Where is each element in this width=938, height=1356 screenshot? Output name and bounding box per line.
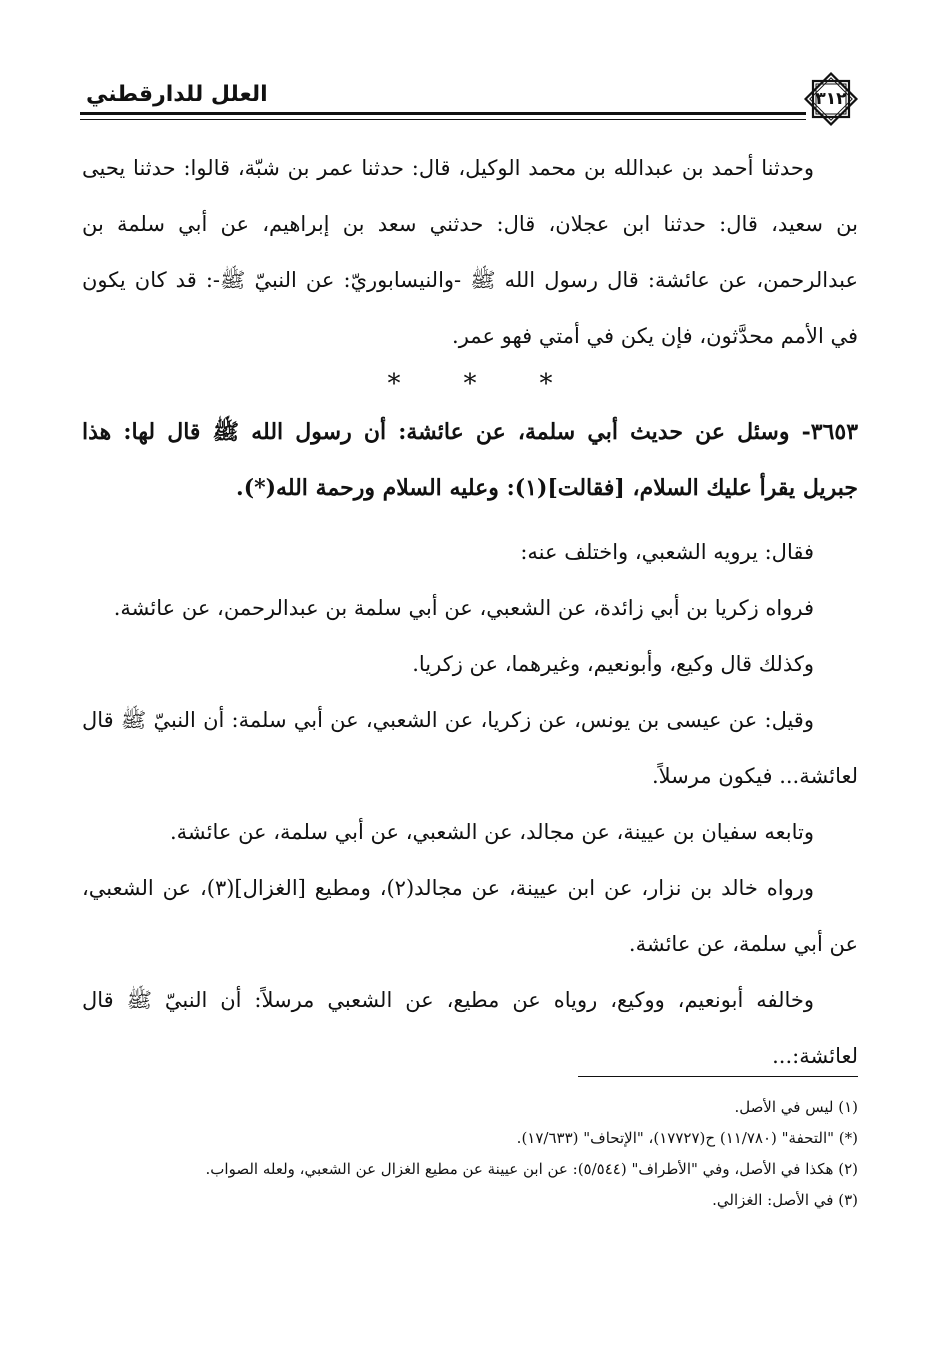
footnote-1: (١) ليس في الأصل. [734,1098,858,1116]
separator-star: * [539,369,553,399]
page-header [80,70,860,128]
paragraph-isnad-continuation: وحدثنا أحمد بن عبدالله بن محمد الوكيل، قال: حدثنا عمر بن شبّة، قالوا: حدثنا يحيى بن سعيد، قال: حدثنا ابن عجلان، قال: حدثني سعد بن إبراهيم، عن أبي سلمة بن عبدالرحمن، عن عائشة: قال رسول الله ﷺ -والنيسابوريّ: عن النبيّ ﷺ-: قد كان يكون في الأمم محدَّثون، فإن يكن في أمتي فهو عمر. [82,156,858,348]
footnote-3: (٣) في الأصل: الغزالي. [712,1191,858,1209]
section-separator [82,364,858,404]
paragraph-riwaya-6: وخالفه أبونعيم، ووكيع، روياه عن مطيع، عن الشعبي مرسلاً: أن النبيّ ﷺ قال لعائشة:... [82,988,858,1068]
book-title: العلل للدارقطني [86,82,268,107]
header-rule-thick [80,112,806,115]
paragraph-riwaya-2: وكذلك قال وكيع، وأبونعيم، وغيرهما، عن زكريا. [412,652,814,676]
page-number-badge [802,70,860,128]
header-rule-thin [80,119,806,120]
footnotes [82,1092,858,1216]
footnote-star: (*) "التحفة" (١١/٧٨٠) ح(١٧٧٢٧)، "الإتحاف" (١٧/٦٣٣). [516,1129,858,1147]
separator-star: * [387,369,401,399]
paragraph-riwaya-5: ورواه خالد بن نزار، عن ابن عيينة، عن مجالد(٢)، ومطيع [الغزال](٣)، عن الشعبي، عن أبي سلمة، عن عائشة. [82,876,858,956]
question-heading: ٣٦٥٣- وسئل عن حديث أبي سلمة، عن عائشة: أن رسول الله ﷺ قال لها: هذا جبريل يقرأ عليك السلام، [فقالت](١): وعليه السلام ورحمة الله(*). [82,419,859,501]
page-number: ٣١٢ [815,89,847,109]
footnote-divider [578,1076,858,1077]
footnote-2: (٢) هكذا في الأصل، وفي "الأطراف" (٥/٥٤٤): عن ابن عيينة عن مطيع الغزال عن الشعبي، ولعله الصواب. [205,1160,858,1178]
separator-star: * [463,369,477,399]
main-text [82,140,858,1084]
paragraph-riwaya-3: وقيل: عن عيسى بن يونس، عن زكريا، عن الشعبي، عن أبي سلمة: أن النبيّ ﷺ قال لعائشة... فيكون مرسلاً. [82,708,858,788]
paragraph-riwaya-1: فرواه زكريا بن أبي زائدة، عن الشعبي، عن أبي سلمة بن عبدالرحمن، عن عائشة. [113,596,814,620]
paragraph-riwaya-4: وتابعه سفيان بن عيينة، عن مجالد، عن الشعبي، عن أبي سلمة، عن عائشة. [169,820,814,844]
paragraph-answer-intro: فقال: يرويه الشعبي، واختلف عنه: [520,540,814,564]
